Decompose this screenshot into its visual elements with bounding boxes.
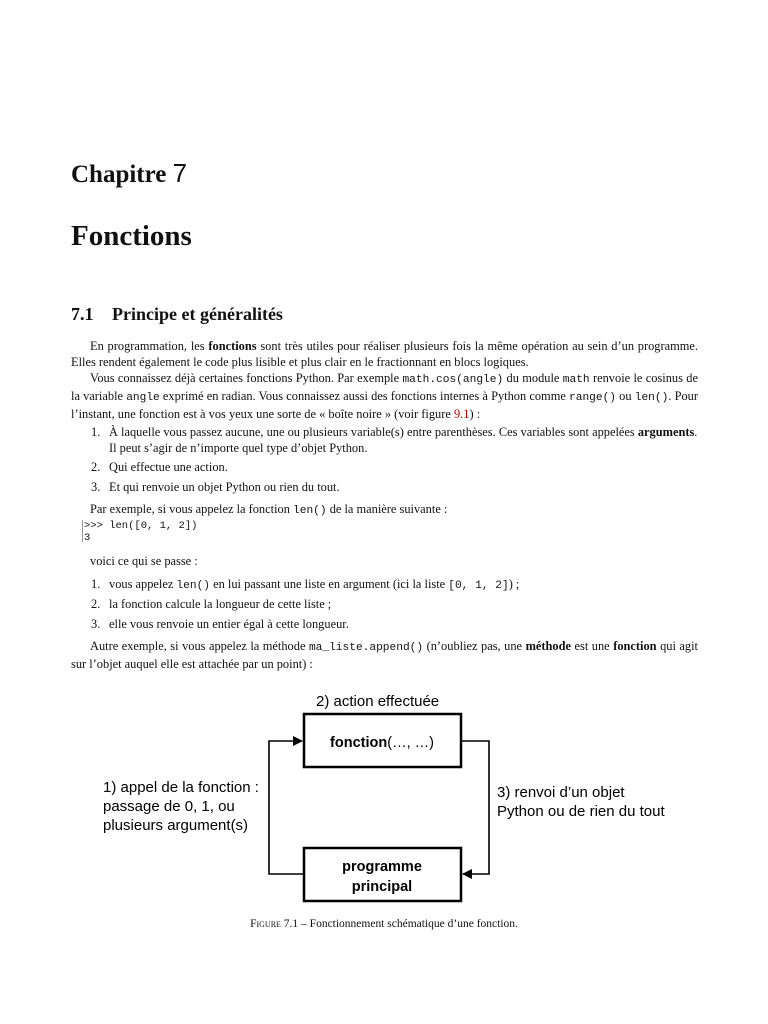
code-gutter bbox=[74, 520, 83, 542]
para3-text-a: Par exemple, si vous appelez la fonction bbox=[90, 502, 294, 516]
section-number: 7.1 bbox=[71, 304, 94, 324]
list-item-text-c: . bbox=[694, 425, 698, 439]
para2-text-b: du module bbox=[503, 371, 563, 385]
function-box-label bbox=[330, 735, 434, 751]
list-item-number: 2. bbox=[91, 460, 101, 474]
paragraph-5 bbox=[71, 638, 698, 672]
para5-text-a: Autre exemple, si vous appelez la méthode bbox=[90, 639, 309, 653]
para2-code-4: range() bbox=[569, 392, 617, 404]
list-item bbox=[91, 576, 698, 594]
list-item-bold: arguments bbox=[637, 425, 695, 439]
figure-caption-label: Figure 7.1 bbox=[250, 918, 299, 930]
main-program-label-2: principal bbox=[351, 879, 413, 895]
para2-code-3: angle bbox=[126, 392, 160, 404]
list-item bbox=[91, 479, 698, 495]
call-label-2: passage de 0, 1, ou bbox=[103, 798, 235, 815]
para5-code: ma_liste.append() bbox=[308, 642, 424, 654]
list-item-number: 3. bbox=[91, 480, 101, 494]
paragraph-2 bbox=[71, 370, 698, 422]
para1-text-c: sont très utiles pour réaliser plusieurs fois la même opération au sein d’un programme. Elles rendent également le code plus lisible et plus clair en le fractionnant en blocs logiques. bbox=[71, 339, 699, 369]
chapter-title: Fonctions bbox=[71, 220, 192, 252]
list-item-text-line2: Il peut s’agir de n’importe quel type d’objet Python. bbox=[109, 441, 368, 455]
para5-text-d: qui agit sur l’objet auquel elle est attachée par un point) : bbox=[71, 639, 698, 671]
list-item-code: len() bbox=[176, 580, 211, 592]
list-item-text-a: vous appelez bbox=[109, 577, 177, 591]
function-box-label-bold: fonction bbox=[330, 735, 388, 751]
list-item-text-a: À laquelle vous passez aucune, une ou plusieurs variable(s) entre parenthèses. Ces variables sont appelées bbox=[109, 425, 638, 439]
para2-code-5: len() bbox=[634, 392, 669, 404]
call-arrow bbox=[269, 741, 304, 874]
return-label-2: Python ou de rien du tout bbox=[497, 803, 665, 820]
list-item-text: Qui effectue une action. bbox=[109, 460, 228, 474]
list-item-text-b: en lui passant une liste en argument (ici la liste bbox=[210, 577, 449, 591]
para1-bold: fonctions bbox=[208, 339, 257, 353]
list-item-code-2: [0, 1, 2] bbox=[448, 580, 509, 592]
list-item-text-c: ) ; bbox=[508, 577, 520, 591]
return-label-1: 3) renvoi d’un objet bbox=[497, 784, 625, 801]
list-item-number: 2. bbox=[91, 597, 101, 611]
para5-bold-2: fonction bbox=[613, 639, 657, 653]
para2-text-a: Vous connaissez déjà certaines fonctions Python. Par exemple bbox=[90, 371, 403, 385]
list-item bbox=[91, 596, 698, 612]
para5-text-b: (n’oubliez pas, une bbox=[423, 639, 526, 653]
function-diagram bbox=[0, 680, 768, 910]
code-line-2: 3 bbox=[84, 532, 91, 544]
para2-text-d: exprimé en radian. Vous connaissez aussi des fonctions internes à Python comme bbox=[159, 389, 570, 403]
list-item-text bbox=[109, 576, 698, 594]
list-item bbox=[91, 459, 698, 475]
para2-text-c: renvoie le cosinus de la variable bbox=[71, 371, 698, 403]
para5-bold-1: méthode bbox=[525, 639, 571, 653]
paragraph-1 bbox=[71, 338, 698, 370]
para2-text-f: . Pour l’instant, une fonction est à vos yeux une sorte de « boîte noire » (voir figure bbox=[71, 389, 698, 421]
para2-text-e: ou bbox=[616, 389, 635, 403]
section-title: Principe et généralités bbox=[112, 304, 283, 324]
para3-text-b: de la manière suivante : bbox=[326, 502, 448, 516]
section-heading bbox=[71, 304, 283, 325]
chapter-label bbox=[71, 158, 187, 189]
main-program-label-1: programme bbox=[342, 859, 422, 875]
chapter-number: 7 bbox=[172, 158, 188, 188]
return-arrow bbox=[461, 741, 489, 874]
list-item bbox=[91, 616, 698, 632]
para5-text-c: est une bbox=[571, 639, 614, 653]
list-item-number: 1. bbox=[91, 577, 101, 591]
figure-caption bbox=[0, 918, 768, 930]
list-item bbox=[91, 424, 698, 456]
list-item-text bbox=[109, 424, 698, 456]
para2-code-1: math.cos(angle) bbox=[402, 374, 504, 386]
figure-reference-link[interactable]: 9.1 bbox=[453, 407, 470, 421]
list-item-number: 3. bbox=[91, 617, 101, 631]
paragraph-3 bbox=[71, 501, 698, 519]
list-item-text: la fonction calcule la longueur de cette liste ; bbox=[109, 597, 332, 611]
paragraph-4: voici ce qui se passe : bbox=[90, 554, 198, 568]
para2-code-2: math bbox=[562, 374, 590, 386]
para2-text-g: ) : bbox=[469, 407, 481, 421]
action-label: 2) action effectuée bbox=[316, 693, 440, 710]
figure-caption-text: – Fonctionnement schématique d’une fonction. bbox=[298, 918, 518, 930]
list-item-text: Et qui renvoie un objet Python ou rien du tout. bbox=[109, 480, 340, 494]
function-box-label-args: (…, …) bbox=[387, 735, 434, 751]
para1-text-a: En programmation, les bbox=[90, 339, 209, 353]
list-item-text: elle vous renvoie un entier égal à cette longueur. bbox=[109, 617, 349, 631]
para3-code: len() bbox=[293, 505, 327, 517]
call-label-3: plusieurs argument(s) bbox=[103, 817, 249, 834]
chapter-label-text: Chapitre bbox=[71, 161, 167, 188]
code-line-1: >>> len([0, 1, 2]) bbox=[84, 520, 198, 532]
list-item-number: 1. bbox=[91, 425, 101, 439]
call-label-1: 1) appel de la fonction : bbox=[103, 779, 259, 796]
